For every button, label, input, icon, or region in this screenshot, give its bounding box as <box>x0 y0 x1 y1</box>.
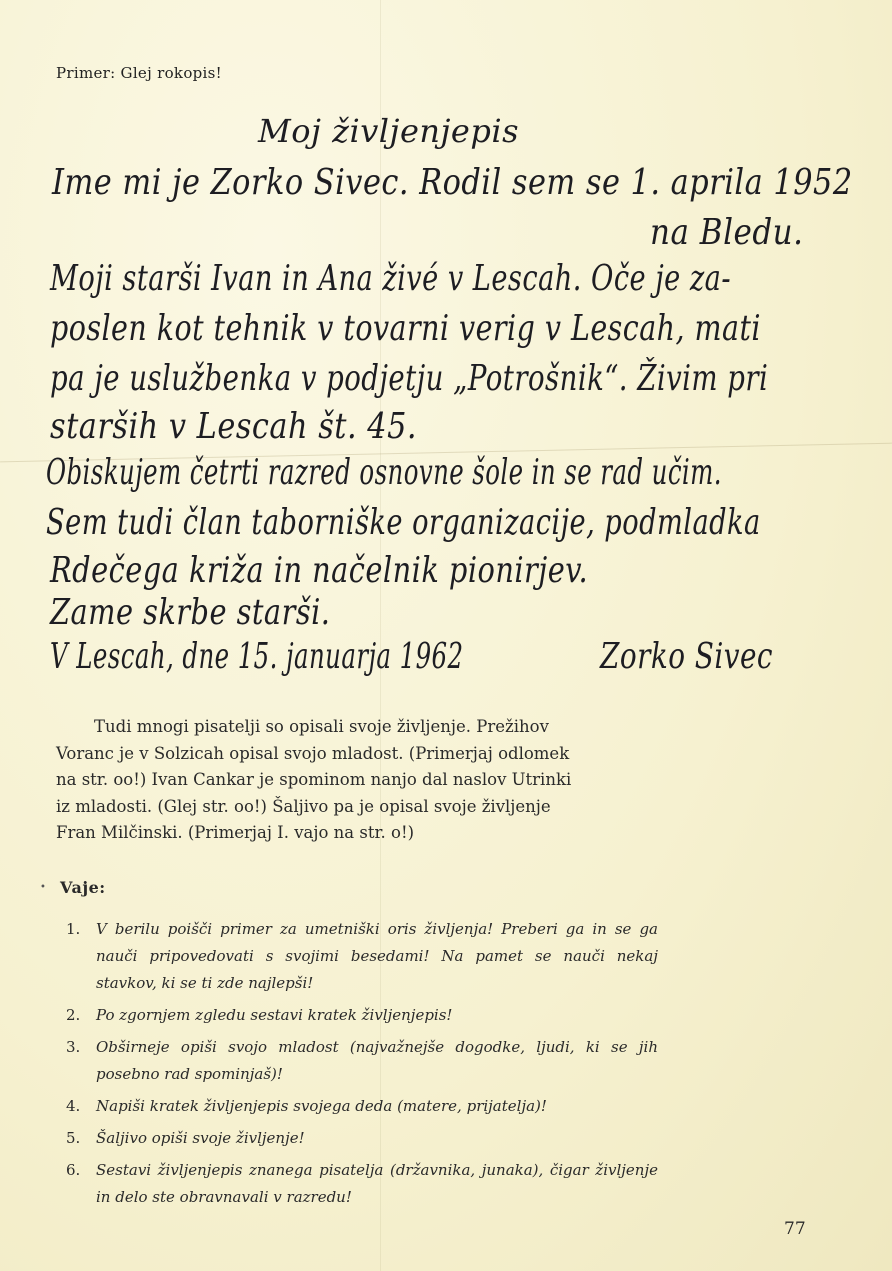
exercise-text: Obširneje opiši svojo mladost (najvažnejše dogodke, ljudi, ki se jih posebno rad spominjaš)! <box>96 1038 658 1083</box>
prose-line: Fran Milčinski. (Primerjaj I. vajo na str. o!) <box>56 823 415 842</box>
exercise-item <box>66 1157 658 1211</box>
letter-line: Zame skrbe starši. <box>50 592 331 634</box>
prose-line: na str. oo!) Ivan Cankar je spominom nanjo dal naslov Utrinki <box>56 770 572 789</box>
exercise-item <box>66 1002 658 1029</box>
prose-line: Tudi mnogi pisatelji so opisali svoje življenje. Prežihov <box>94 717 549 736</box>
exercise-text: Po zgornjem zgledu sestavi kratek življenjepis! <box>96 1006 453 1024</box>
exercise-number: 4. <box>66 1097 81 1115</box>
prose-paragraph <box>56 714 676 847</box>
letter-line: na Bledu. <box>650 212 804 254</box>
page-number: 77 <box>784 1219 806 1239</box>
letter-line: Moji starši Ivan in Ana živé v Lescah. Oče je za- <box>50 258 732 300</box>
exercise-item <box>66 1093 658 1120</box>
exercise-number: 6. <box>66 1161 81 1179</box>
exercise-number: 1. <box>66 920 81 938</box>
exercise-text: V berilu poišči primer za umetniški oris življenja! Preberi ga in se ga nauči pripovedovati s svojimi besedami! Na pamet se nauči nekaj stavkov, ki se ti zde najlepši! <box>96 920 658 992</box>
prose-line: Voranc je v Solzicah opisal svojo mladost. (Primerjaj odlomek <box>56 743 570 763</box>
letter-line: poslen kot tehnik v tovarni verig v Lescah, mati <box>50 308 762 350</box>
letter-line: pa je uslužbenka v podjetju „Potrošnik“. Živim pri <box>50 358 769 400</box>
letter-signature: Zorko Sivec <box>600 636 773 678</box>
exercise-number: 5. <box>66 1129 81 1147</box>
exercise-text: Sestavi življenjepis znanega pisatelja (državnika, junaka), čigar življenje in delo ste obravnavali v razredu! <box>96 1161 658 1206</box>
exercise-text: Napiši kratek življenjepis svojega deda (matere, prijatelja)! <box>96 1097 547 1115</box>
letter-line: Sem tudi član taborniške organizacije, podmladka <box>46 502 761 544</box>
exercise-item <box>66 916 658 997</box>
prose-line: iz mladosti. (Glej str. oo!) Šaljivo pa je opisal svoje življenje <box>56 796 551 816</box>
bullet-icon: • <box>40 882 46 893</box>
letter-title: Moj življenjepis <box>258 112 519 150</box>
exercise-number: 3. <box>66 1038 81 1056</box>
exercise-list <box>66 916 658 1216</box>
exercise-text: Šaljivo opiši svoje življenje! <box>96 1129 305 1147</box>
exercises-title: Vaje: <box>60 878 106 897</box>
letter-line: Ime mi je Zorko Sivec. Rodil sem se 1. aprila 1952 <box>52 162 853 204</box>
letter-line: Rdečega križa in načelnik pionirjev. <box>50 550 589 592</box>
letter-line: starših v Lescah št. 45. <box>50 406 418 448</box>
exercise-item <box>66 1034 658 1088</box>
example-label: Primer: Glej rokopis! <box>56 64 222 82</box>
exercise-item <box>66 1125 658 1152</box>
letter-place-date: V Lescah, dne 15. januarja 1962 <box>50 636 464 678</box>
exercise-number: 2. <box>66 1006 81 1024</box>
letter-line: Obiskujem četrti razred osnovne šole in se rad učim. <box>46 452 722 494</box>
